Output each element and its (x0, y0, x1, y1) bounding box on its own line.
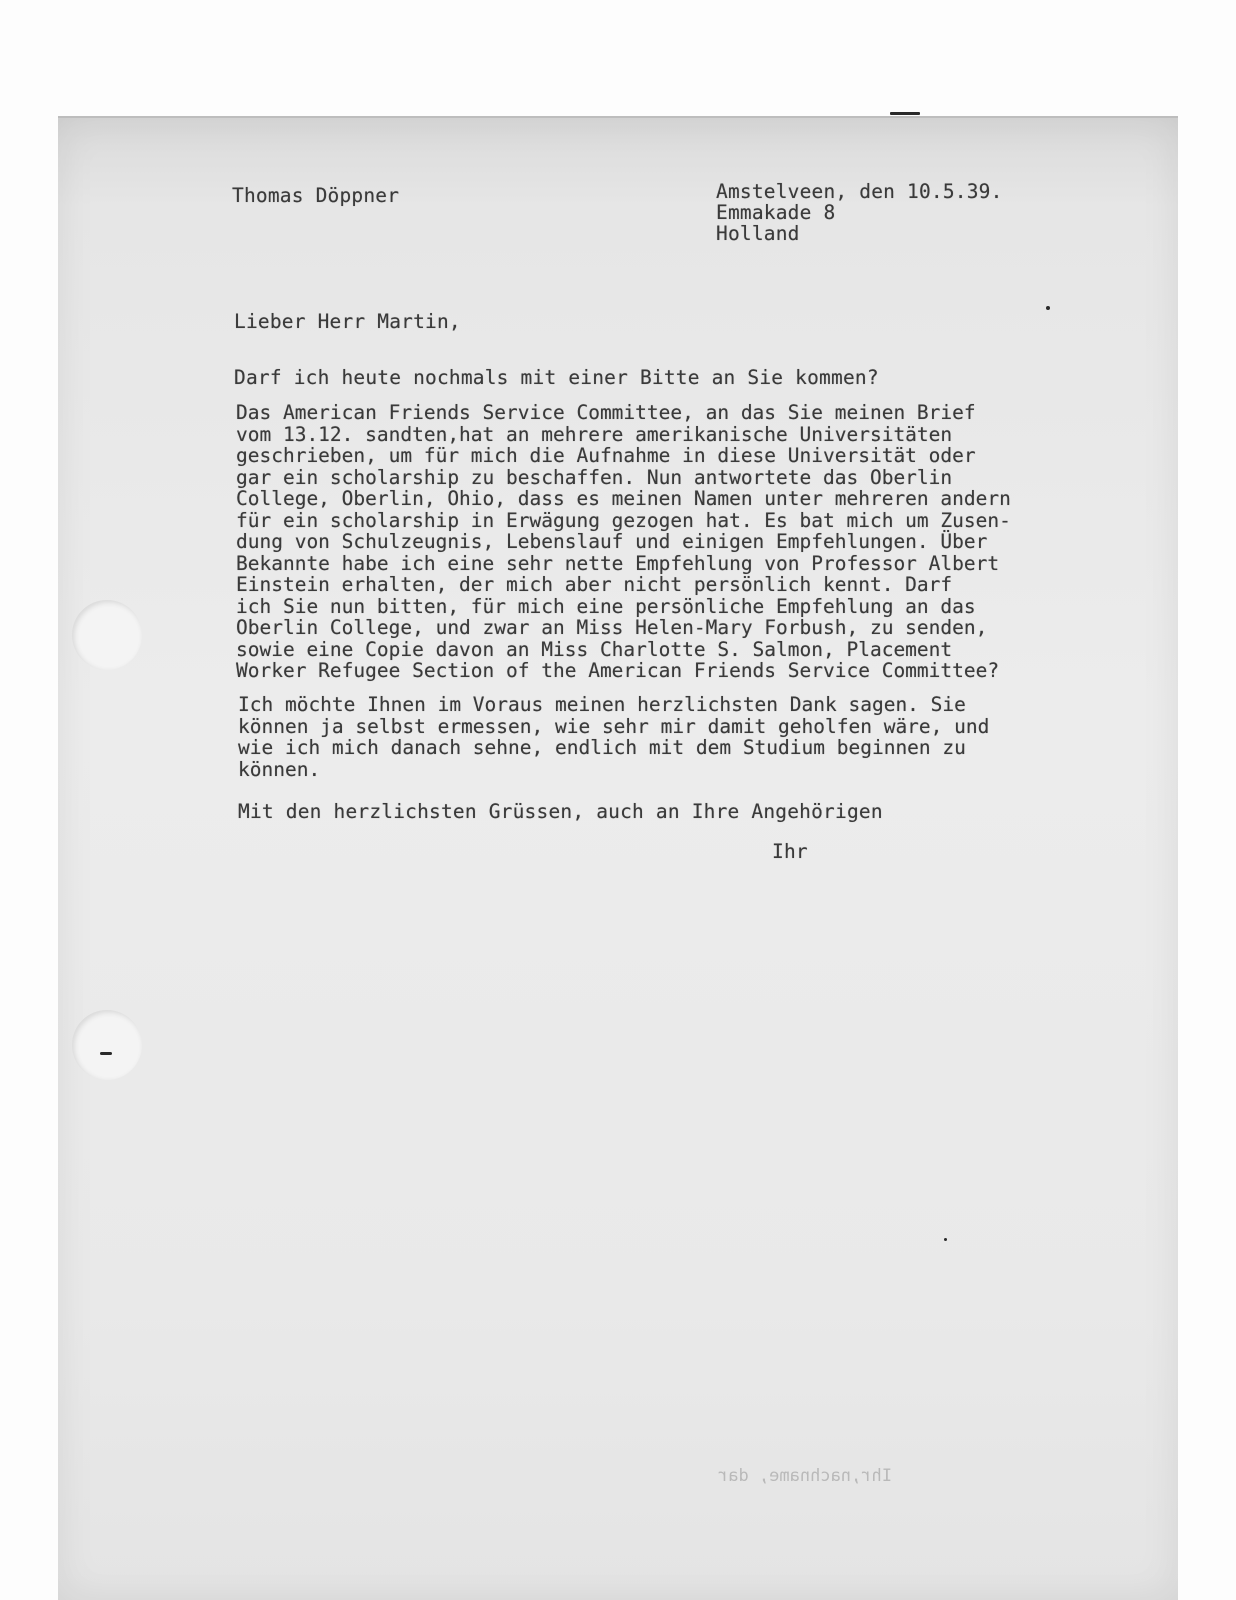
thanks-line: Ich möchte Ihnen im Voraus meinen herzlichsten Dank sagen. Sie (238, 693, 966, 716)
body-line: Das American Friends Service Committee, an das Sie meinen Brief (236, 401, 976, 424)
thanks-paragraph (238, 694, 1098, 780)
punch-hole (72, 600, 142, 670)
thanks-line: können ja selbst ermessen, wie sehr mir damit geholfen wäre, und (238, 714, 990, 738)
body-line: sowie eine Copie davon an Miss Charlotte S. Salmon, Placement (236, 637, 953, 661)
ink-speck (1046, 306, 1050, 310)
letter-sheet (58, 118, 1178, 1600)
thanks-line: können. (238, 757, 321, 781)
salutation: Lieber Herr Martin, (234, 310, 461, 333)
opening-sentence: Darf ich heute nochmals mit einer Bitte an Sie kommen? (234, 366, 879, 389)
body-line: Oberlin College, und zwar an Miss Helen-Mary Forbush, zu senden, (236, 616, 988, 639)
sender-name: Thomas Döppner (232, 184, 400, 207)
body-line: ich Sie nun bitten, für mich eine persönliche Empfehlung an das (236, 594, 976, 618)
ink-speck (100, 1052, 112, 1055)
ink-speck (890, 112, 920, 115)
body-line: Worker Refugee Section of the American Friends Service Committee? (236, 659, 1000, 682)
address-street: Emmakade 8 (716, 201, 836, 224)
sign-off: Ihr (772, 840, 808, 863)
body-line: dung von Schulzeugnis, Lebenslauf und einigen Empfehlungen. Über (236, 530, 988, 553)
body-line: Einstein erhalten, der mich aber nicht persönlich kennt. Darf (236, 573, 953, 596)
place-and-date: Amstelveen, den 10.5.39. (716, 180, 1003, 203)
body-line: College, Oberlin, Ohio, dass es meinen Namen unter mehreren andern (236, 487, 1011, 510)
closing-line: Mit den herzlichsten Grüssen, auch an Ihre Angehörigen (238, 800, 883, 823)
body-line: vom 13.12. sandten,hat an mehrere amerikanische Universitäten (236, 422, 953, 446)
punch-hole (72, 1010, 142, 1080)
thanks-line: wie ich mich danach sehne, endlich mit dem Studium beginnen zu (238, 736, 966, 759)
body-line: Bekannte habe ich eine sehr nette Empfehlung von Professor Albert (236, 551, 1000, 575)
bleed-through-text: Ihr,nachname, dar (718, 1466, 892, 1486)
body-line: für ein scholarship in Erwägung gezogen hat. Es bat mich um Zusen- (236, 508, 1011, 532)
ink-speck (944, 1238, 947, 1241)
body-paragraph (236, 402, 1116, 682)
body-line: geschrieben, um für mich die Aufnahme in diese Universität oder (236, 444, 976, 467)
body-line: gar ein scholarship zu beschaffen. Nun antwortete das Oberlin (236, 465, 953, 489)
address-country: Holland (716, 222, 800, 245)
